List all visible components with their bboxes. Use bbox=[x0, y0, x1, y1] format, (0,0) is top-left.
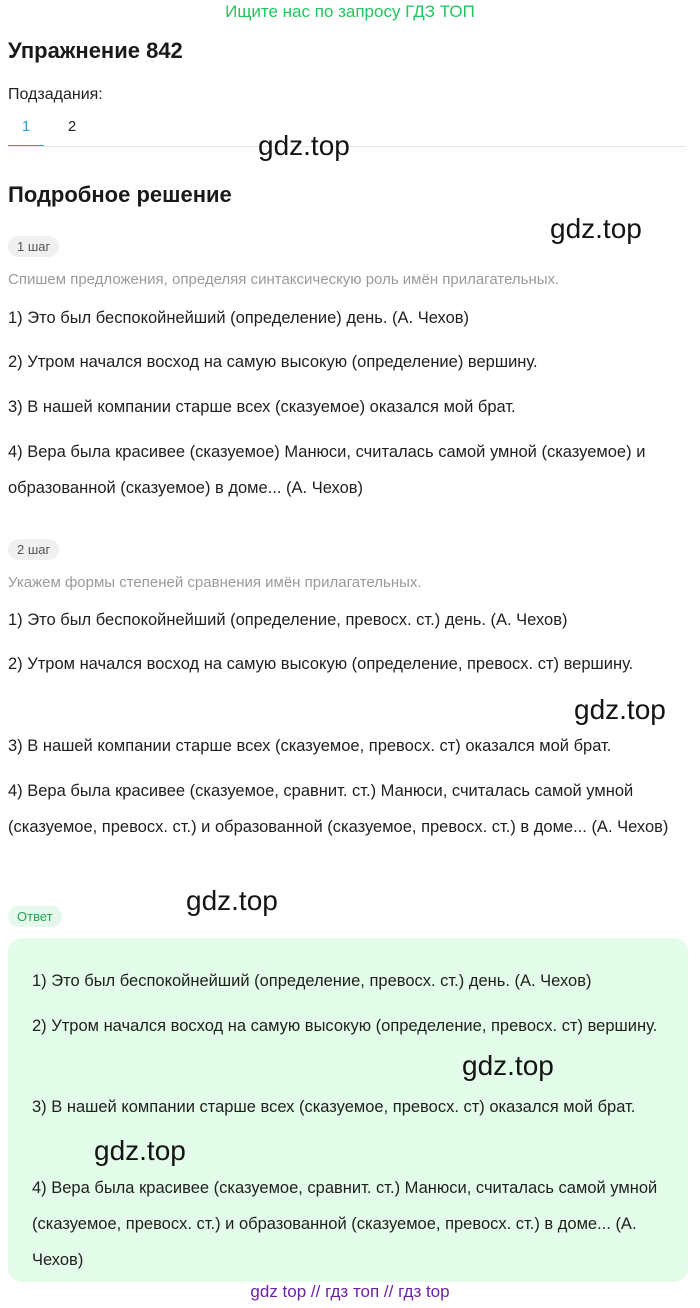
step-1-sentence-3: 3) В нашей компании старше всех (сказуемое) оказался мой брат. bbox=[8, 398, 516, 416]
answer-sentence-3: 3) В нашей компании старше всех (сказуемое, превосх. ст) оказался мой брат. bbox=[32, 1098, 636, 1116]
tab-subtask-2[interactable] bbox=[54, 118, 90, 146]
answer-sentence-2: 2) Утром начался восход на самую высокую (определение, превосх. ст) вершину. bbox=[32, 1017, 658, 1035]
step-badge-label: 1 шаг bbox=[8, 236, 59, 257]
answer-badge bbox=[8, 906, 62, 927]
subtasks-label: Подзадания: bbox=[8, 86, 103, 103]
promo-banner[interactable]: Ищите нас по запросу ГДЗ ТОП bbox=[225, 2, 475, 21]
watermark: gdz.top bbox=[462, 1050, 554, 1081]
answer-sentence-4: 4) Вера была красивее (сказуемое, сравнит. ст.) Манюси, считалась самой умной (сказуемое, превосх. ст.) и образованной (сказуемое, превосх. ст.) в доме... (А. Чехов) bbox=[32, 1179, 658, 1269]
watermark: gdz.top bbox=[258, 130, 350, 161]
tab-subtask-1[interactable] bbox=[8, 118, 44, 146]
step-1-hint: Спишем предложения, определяя синтаксическую роль имён прилагательных. bbox=[8, 271, 560, 288]
watermark: gdz.top bbox=[550, 213, 642, 244]
step-1-sentence-2: 2) Утром начался восход на самую высокую (определение) вершину. bbox=[8, 353, 538, 371]
step-2-sentence-1: 1) Это был беспокойнейший (определение, превосх. ст.) день. (А. Чехов) bbox=[8, 611, 568, 629]
watermark: gdz.top bbox=[94, 1135, 186, 1166]
step-2-badge bbox=[8, 539, 59, 560]
step-2-sentence-4: 4) Вера была красивее (сказуемое, сравнит. ст.) Манюси, считалась самой умной (сказуемое, превосх. ст.) и образованной (сказуемое, превосх. ст.) в доме... (А. Чехов) bbox=[8, 782, 669, 836]
step-2-hint: Укажем формы степеней сравнения имён прилагательных. bbox=[8, 574, 422, 591]
step-1-sentence-1: 1) Это был беспокойнейший (определение) день. (А. Чехов) bbox=[8, 309, 470, 327]
answer-sentence-1: 1) Это был беспокойнейший (определение, превосх. ст.) день. (А. Чехов) bbox=[32, 972, 592, 990]
watermark: gdz.top bbox=[186, 885, 278, 916]
footer-links[interactable]: gdz top // гдз топ // гдз top bbox=[250, 1282, 450, 1301]
step-1-badge bbox=[8, 236, 59, 257]
step-badge-label: 2 шаг bbox=[8, 539, 59, 560]
step-2-sentence-2: 2) Утром начался восход на самую высокую (определение, превосх. ст) вершину. bbox=[8, 655, 634, 673]
tab-label: 2 bbox=[67, 118, 77, 135]
answer-badge-label: Ответ bbox=[8, 906, 62, 927]
tab-label: 1 bbox=[21, 118, 31, 135]
step-1-sentence-4: 4) Вера была красивее (сказуемое) Манюси, считалась самой умной (сказуемое) и образованной (сказуемое) в доме... (А. Чехов) bbox=[8, 443, 646, 497]
watermark: gdz.top bbox=[574, 694, 666, 725]
page-title: Упражнение 842 bbox=[8, 38, 183, 63]
step-2-sentence-3: 3) В нашей компании старше всех (сказуемое, превосх. ст) оказался мой брат. bbox=[8, 737, 612, 755]
section-title: Подробное решение bbox=[8, 182, 232, 207]
